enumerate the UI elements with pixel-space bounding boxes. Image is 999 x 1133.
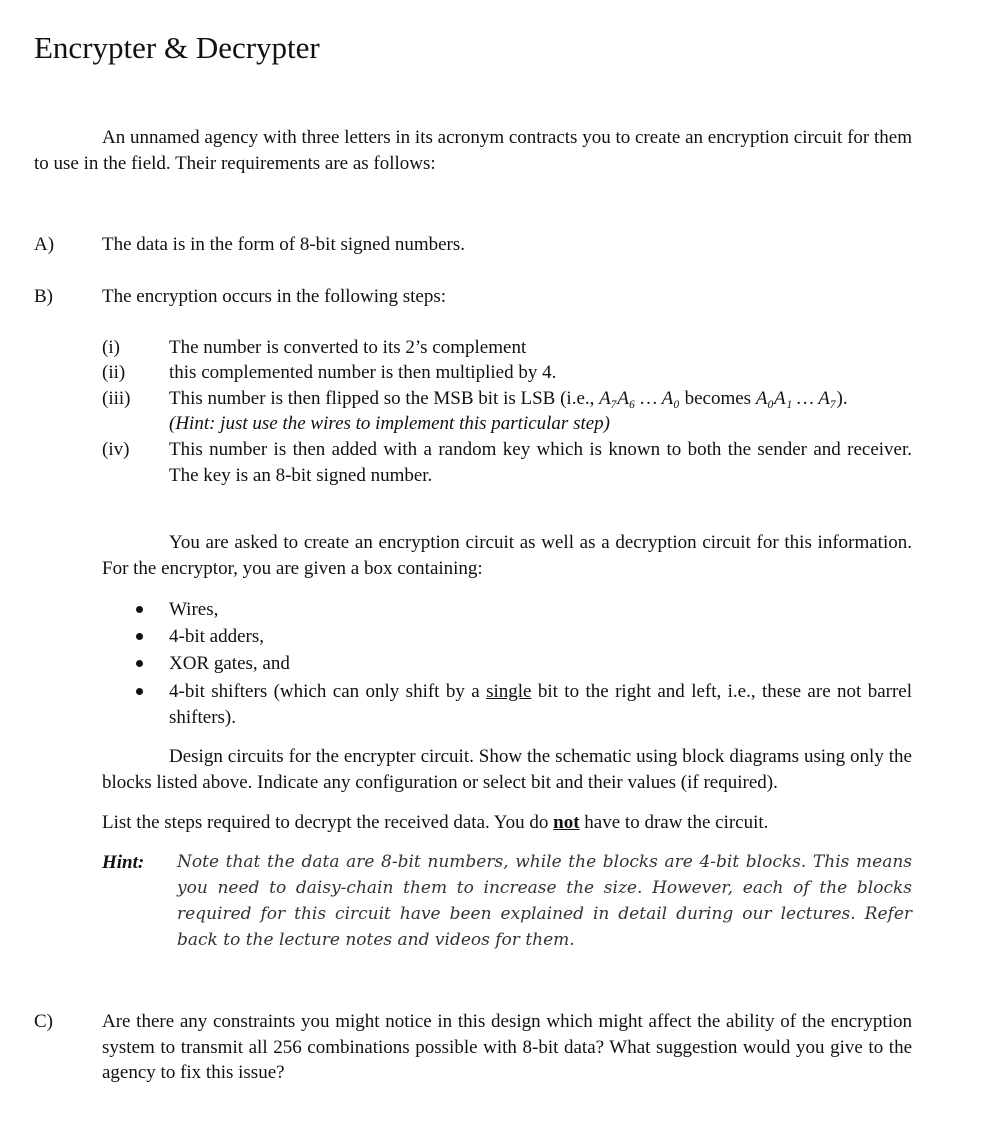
emphasis-single: single: [486, 681, 532, 702]
box-item: XOR gates, and: [169, 653, 290, 674]
intro-paragraph: An unnamed agency with three letters in its acronym contracts you to create an encryption circuit for them to use in the field. Their requirements are as follows:: [34, 127, 912, 174]
step-text: this complemented number is then multiplied by 4.: [169, 362, 557, 383]
asked-paragraph: You are asked to create an encryption circuit as well as a decryption circuit for this information. For the encryptor, you are given a box containing:: [102, 532, 912, 579]
box-item: Wires,: [169, 599, 219, 620]
box-item: 4-bit adders,: [169, 626, 264, 647]
page-title: Encrypter & Decrypter: [34, 30, 320, 65]
hint-text: Note that the data are 8-bit numbers, while the blocks are 4-bit blocks. This means you need to daisy-chain them to increase the size. However, each of the blocks required for this circuit have been explained in detail during our lectures. Refer back to the lecture notes and videos for them.: [177, 852, 912, 950]
step-number: (ii): [102, 362, 126, 383]
math-expression: A₇A₆ … A₀: [599, 388, 680, 409]
section-b-text: The encryption occurs in the following steps:: [102, 286, 447, 307]
section-c-label: C): [34, 1011, 53, 1032]
emphasis-not: not: [553, 812, 580, 833]
section-c-text: Are there any constraints you might notice in this design which might affect the ability of the encryption system to transmit all 256 combinations possible with 8-bit data? What suggestion would you give to the agency to fix this issue?: [102, 1011, 912, 1083]
step-text: This number is then flipped so the MSB bit is LSB (i.e., A₇A₆ … A₀ becomes A₀A₁ … A₇).: [169, 388, 848, 409]
bullet-icon: [136, 606, 143, 613]
section-b-label: B): [34, 286, 53, 307]
step-text: This number is then added with a random key which is known to both the sender and receiver. The key is an 8-bit signed number.: [169, 439, 912, 486]
bullet-icon: [136, 688, 143, 695]
step-number: (i): [102, 337, 120, 358]
step-number: (iii): [102, 388, 131, 409]
math-expression: A₀A₁ … A₇: [755, 388, 837, 409]
decrypt-instruction: List the steps required to decrypt the received data. You do not have to draw the circuit.: [102, 812, 769, 833]
bullet-icon: [136, 660, 143, 667]
section-a-label: A): [34, 234, 55, 255]
box-item: 4-bit shifters (which can only shift by a single bit to the right and left, i.e., these are not barrel shifters).: [169, 681, 912, 728]
bullet-icon: [136, 633, 143, 640]
step-text: The number is converted to its 2’s complement: [169, 337, 527, 358]
step-hint: (Hint: just use the wires to implement this particular step): [169, 413, 611, 434]
section-a-text: The data is in the form of 8-bit signed numbers.: [102, 234, 466, 255]
design-paragraph: Design circuits for the encrypter circuit. Show the schematic using block diagrams using only the blocks listed above. Indicate any configuration or select bit and their values (if required).: [102, 746, 912, 793]
hint-label: Hint:: [102, 852, 145, 873]
step-number: (iv): [102, 439, 130, 460]
